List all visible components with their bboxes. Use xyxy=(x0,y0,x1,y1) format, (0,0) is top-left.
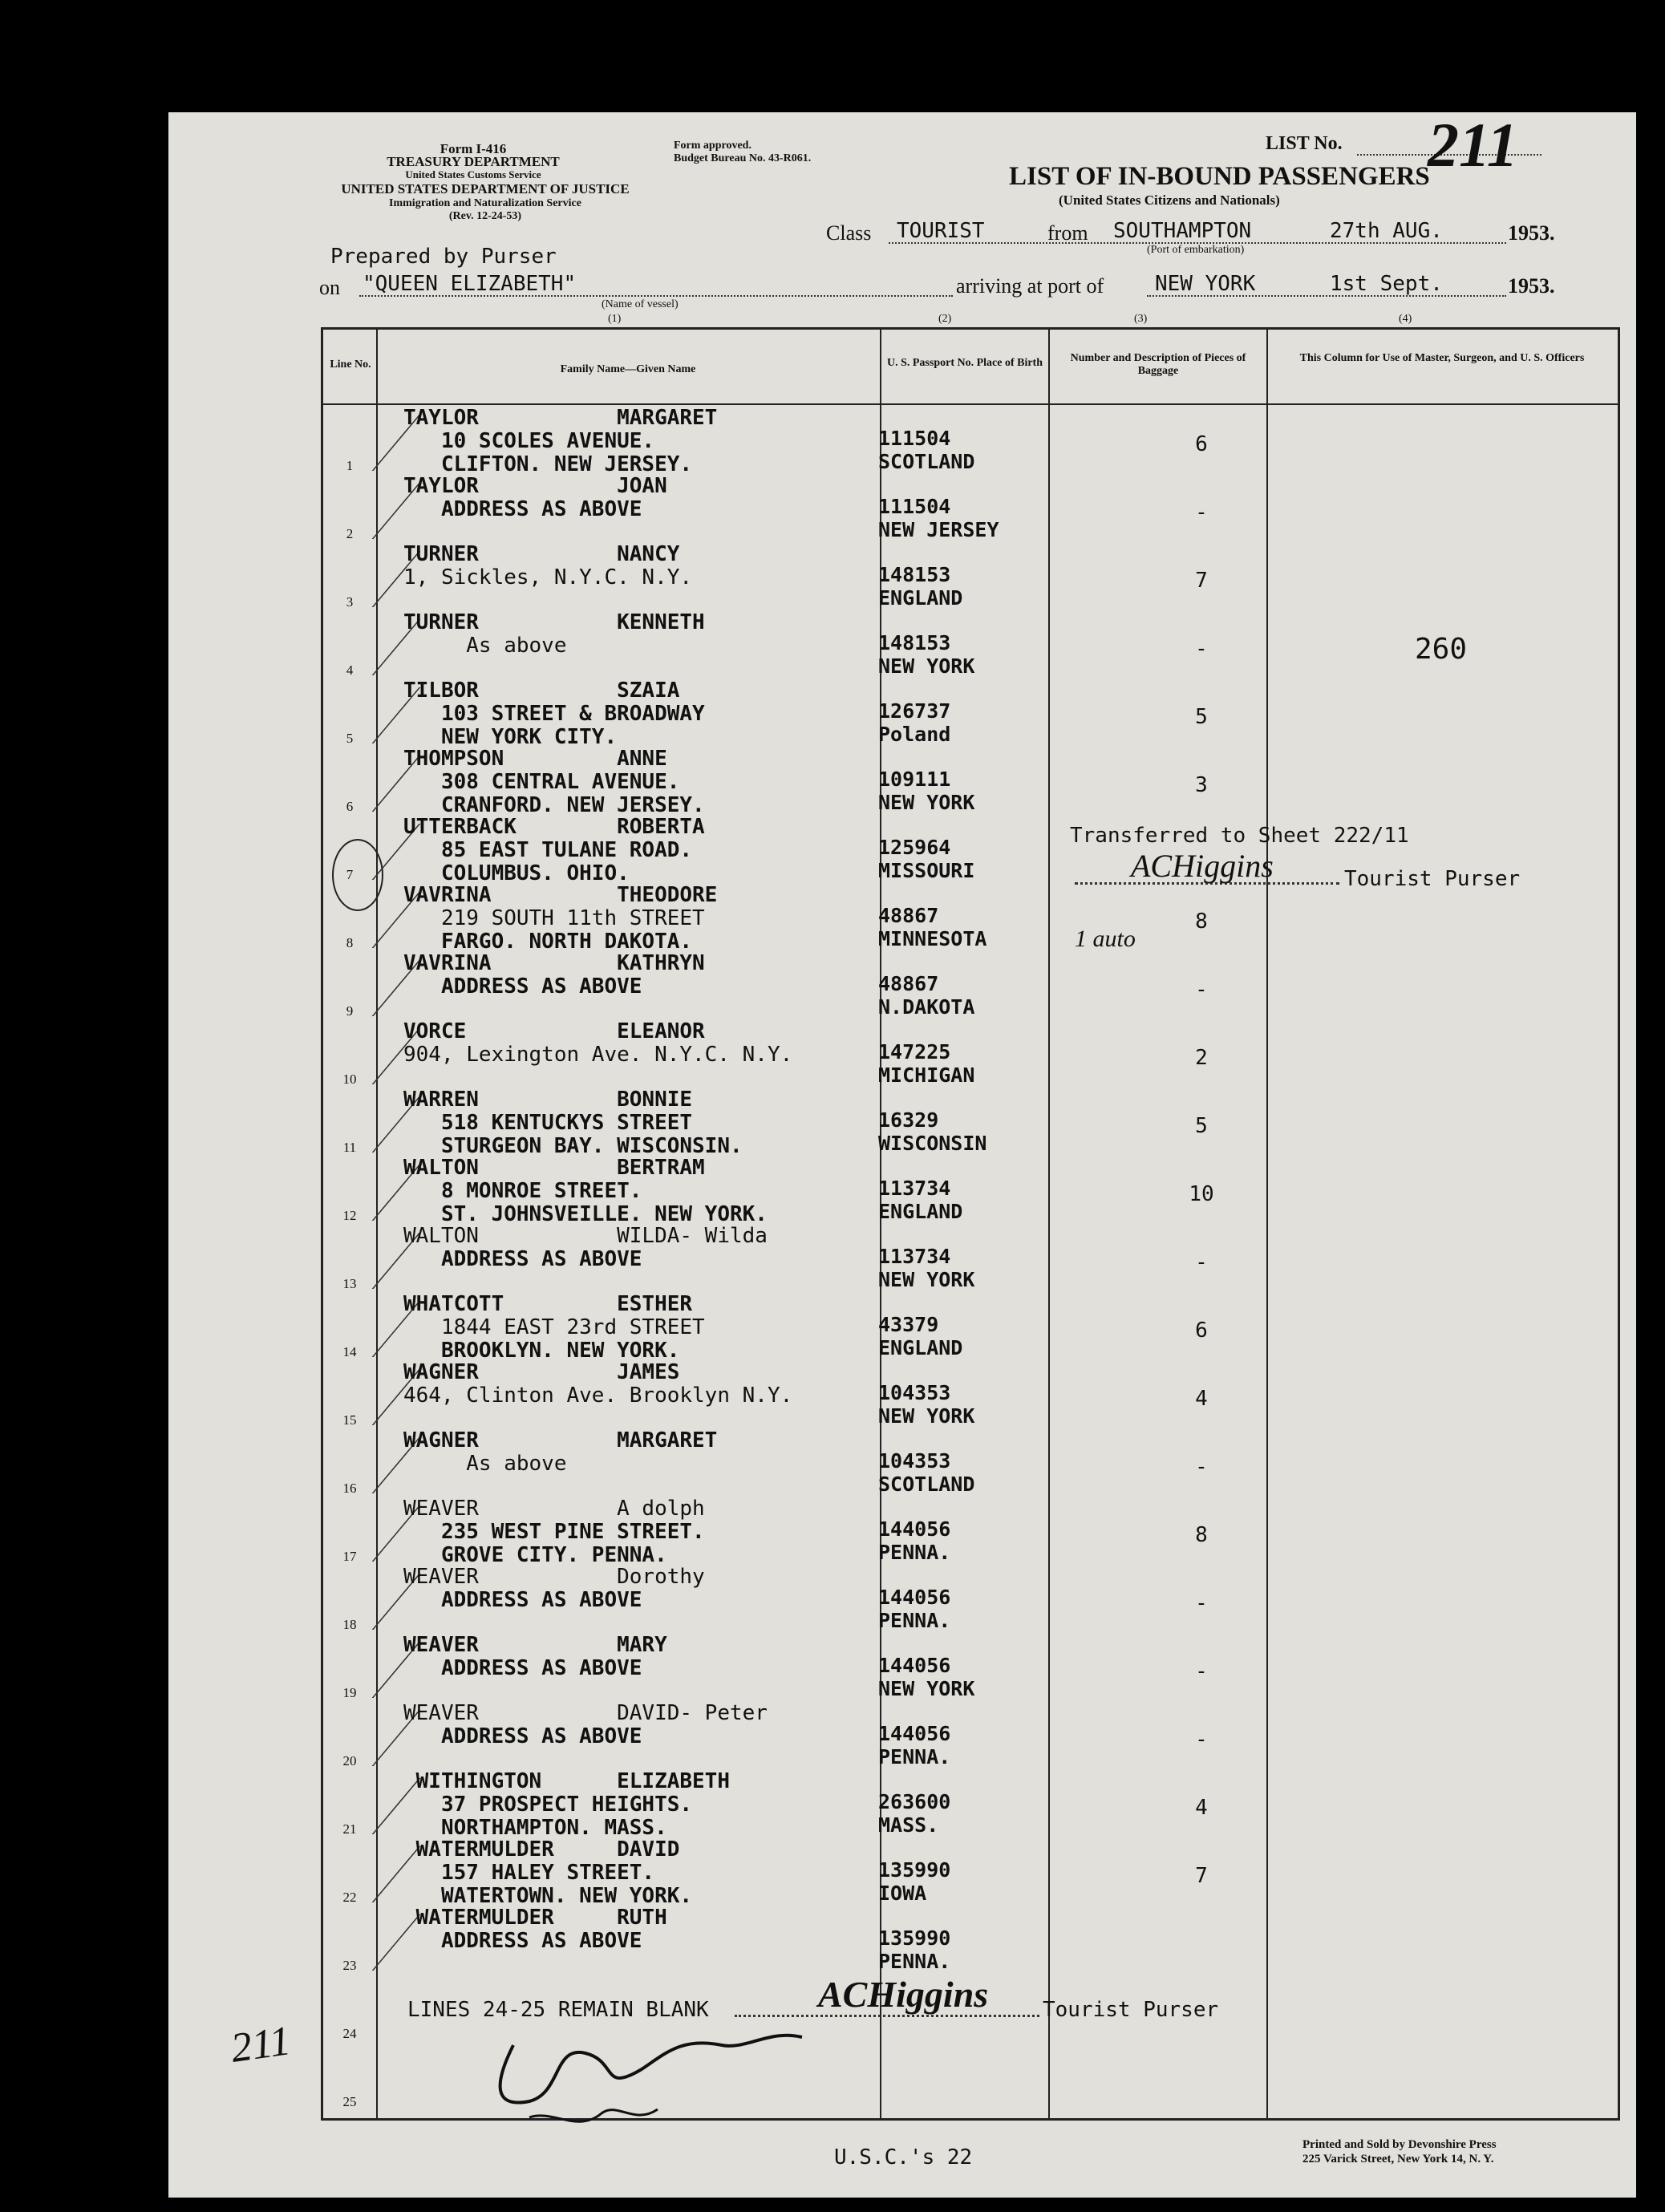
immigration-label: Immigration and Naturalization Service xyxy=(389,197,581,209)
passport-number: 144056 xyxy=(878,1722,951,1745)
place-of-birth: ENGLAND xyxy=(878,1336,963,1359)
passenger-entry xyxy=(403,1634,667,1680)
purser-signature: ACHiggins xyxy=(1131,848,1274,884)
passport-cell xyxy=(878,632,974,679)
passport-number: 147225 xyxy=(878,1040,951,1063)
passenger-entry xyxy=(403,1293,705,1363)
passenger-address: ADDRESS AS ABOVE xyxy=(403,1247,642,1271)
passenger-entry xyxy=(403,884,717,954)
passenger-address: BROOKLYN. NEW YORK. xyxy=(403,1339,680,1363)
passenger-name: WAGNER MARGARET xyxy=(403,1428,718,1452)
passport-cell xyxy=(878,1791,950,1837)
passenger-address: As above xyxy=(403,1452,567,1476)
baggage-count: 10 xyxy=(1189,1182,1214,1206)
passport-number: 125964 xyxy=(878,836,951,859)
line-number: 10 xyxy=(342,1072,357,1087)
passport-cell xyxy=(878,496,999,542)
baggage-count: 2 xyxy=(1195,1046,1208,1070)
col-num-3: (3) xyxy=(1134,313,1148,325)
passenger-entry xyxy=(403,611,705,658)
passenger-name: WEAVER MARY xyxy=(403,1633,667,1657)
manifest-title: LIST OF IN-BOUND PASSENGERS xyxy=(1009,162,1430,191)
passport-cell xyxy=(878,1518,950,1565)
passport-number: 113734 xyxy=(878,1177,951,1200)
passenger-entry xyxy=(403,1088,743,1158)
form-approved: Form approved. xyxy=(674,140,751,152)
baggage-count: 8 xyxy=(1195,1523,1208,1547)
passenger-address: ADDRESS AS ABOVE xyxy=(403,1724,642,1748)
baggage-count: 4 xyxy=(1195,1796,1208,1820)
passport-number: 111504 xyxy=(878,495,951,518)
passenger-name: VORCE ELEANOR xyxy=(403,1019,705,1043)
baggage-count: - xyxy=(1195,1591,1208,1615)
passenger-entry xyxy=(403,1702,768,1748)
passenger-entry xyxy=(403,1361,792,1408)
place-of-birth: NEW YORK xyxy=(878,1268,975,1291)
passenger-address: ST. JOHNSVEILLE. NEW YORK. xyxy=(403,1202,768,1226)
passenger-name: WARREN BONNIE xyxy=(403,1088,693,1112)
place-of-birth: NEW YORK xyxy=(878,1404,975,1428)
place-of-birth: MISSOURI xyxy=(878,859,975,882)
passenger-entry xyxy=(403,816,705,885)
passenger-address: COLUMBUS. OHIO. xyxy=(403,861,630,885)
col-num-2: (2) xyxy=(938,313,952,325)
line-number: 3 xyxy=(346,594,354,610)
baggage-count: - xyxy=(1195,500,1208,525)
line-number: 7 xyxy=(346,867,354,882)
passenger-address: ADDRESS AS ABOVE xyxy=(403,1588,642,1612)
passport-cell xyxy=(878,1109,986,1156)
printer-line-2: 225 Varick Street, New York 14, N. Y. xyxy=(1302,2153,1494,2165)
passenger-entry xyxy=(403,1157,768,1226)
passenger-address: CRANFORD. NEW JERSEY. xyxy=(403,793,705,817)
passenger-address: As above xyxy=(403,634,567,658)
embark-year: 1953. xyxy=(1508,221,1555,245)
line-number: 18 xyxy=(342,1617,357,1632)
transferred-note: Transferred to Sheet 222/11 xyxy=(1070,824,1409,848)
from-label: from xyxy=(1047,221,1088,245)
passport-cell xyxy=(878,1859,950,1906)
arrival-port: NEW YORK xyxy=(1155,272,1256,296)
passport-number: 109111 xyxy=(878,768,951,791)
passenger-address: 103 STREET & BROADWAY xyxy=(403,702,705,726)
passenger-address: 464, Clinton Ave. Brooklyn N.Y. xyxy=(403,1384,793,1408)
baggage-count: 5 xyxy=(1195,705,1208,729)
passport-cell xyxy=(878,427,974,474)
baggage-count: - xyxy=(1195,1728,1208,1752)
budget-bureau: Budget Bureau No. 43-R061. xyxy=(674,152,812,164)
passenger-name: WALTON WILDA- Wilda xyxy=(403,1224,768,1248)
printer-line-1: Printed and Sold by Devonshire Press xyxy=(1302,2138,1497,2151)
place-of-birth: NEW YORK xyxy=(878,791,975,814)
purser-signature-2: ACHiggins xyxy=(818,1974,989,2015)
col-header-line-no: Line No. xyxy=(330,359,371,371)
line-number: 5 xyxy=(346,731,354,746)
passenger-address: ADDRESS AS ABOVE xyxy=(403,1929,642,1953)
line-number: 6 xyxy=(346,799,354,814)
passenger-address: 1844 EAST 23rd STREET xyxy=(403,1315,705,1339)
passport-number: 48867 xyxy=(878,972,939,995)
passenger-address: WATERTOWN. NEW YORK. xyxy=(403,1884,693,1908)
embark-port: SOUTHAMPTON xyxy=(1113,219,1252,243)
passenger-name: WEAVER A dolph xyxy=(403,1497,705,1521)
list-no-value: 211 xyxy=(1428,110,1518,180)
passenger-entry xyxy=(403,1838,692,1908)
line-number: 24 xyxy=(342,2026,357,2041)
passport-cell xyxy=(878,564,962,610)
passport-cell xyxy=(878,1382,974,1428)
arrival-underline xyxy=(1147,295,1506,297)
passenger-name: WHATCOTT ESTHER xyxy=(403,1292,693,1316)
place-of-birth: WISCONSIN xyxy=(878,1132,987,1155)
baggage-count: 5 xyxy=(1195,1114,1208,1138)
passport-cell xyxy=(878,973,974,1019)
baggage-count: 6 xyxy=(1195,1319,1208,1343)
justice-label: UNITED STATES DEPARTMENT OF JUSTICE xyxy=(341,181,630,196)
passenger-address: 904, Lexington Ave. N.Y.C. N.Y. xyxy=(403,1043,793,1067)
place-of-birth: ENGLAND xyxy=(878,586,963,610)
place-of-birth: NEW YORK xyxy=(878,1677,975,1700)
revision-label: (Rev. 12-24-53) xyxy=(448,210,522,222)
place-of-birth: MINNESOTA xyxy=(878,927,987,950)
officer-signature xyxy=(481,2013,834,2133)
passenger-name: WEAVER Dorothy xyxy=(403,1565,705,1589)
divider xyxy=(1048,330,1050,2118)
tourist-purser-label-2: Tourist Purser xyxy=(1043,1998,1219,2022)
passport-cell xyxy=(878,768,974,815)
prepared-label: Prepared by Purser xyxy=(330,245,557,269)
place-of-birth: Poland xyxy=(878,723,951,746)
passenger-name: WAGNER JAMES xyxy=(403,1360,680,1384)
form-code: U.S.C.'s 22 xyxy=(834,2145,973,2169)
passenger-entry xyxy=(403,407,717,476)
line-number: 20 xyxy=(342,1753,357,1768)
auto-note: 1 auto xyxy=(1075,926,1136,952)
line-number: 19 xyxy=(342,1685,357,1700)
passenger-address: 1, Sickles, N.Y.C. N.Y. xyxy=(403,565,693,589)
passenger-entry xyxy=(403,543,692,589)
passenger-address: 10 SCOLES AVENUE. xyxy=(403,429,655,453)
place-of-birth: PENNA. xyxy=(878,1609,951,1632)
value-260: 260 xyxy=(1415,633,1468,666)
passport-cell xyxy=(878,700,950,747)
col-header-officers: This Column for Use of Master, Surgeon, and U. S. Officers xyxy=(1299,352,1585,364)
arrival-date: 1st Sept. xyxy=(1330,272,1443,296)
passenger-address: STURGEON BAY. WISCONSIN. xyxy=(403,1134,743,1158)
passport-cell xyxy=(878,1586,950,1633)
passport-number: 104353 xyxy=(878,1381,951,1404)
passenger-entry xyxy=(403,1497,705,1567)
line-number: 4 xyxy=(346,662,354,678)
passport-cell xyxy=(878,1314,962,1360)
line-number: 23 xyxy=(342,1958,357,1973)
passport-cell xyxy=(878,1723,950,1769)
line-number: 2 xyxy=(346,526,354,541)
line-number: 25 xyxy=(342,2094,357,2109)
passenger-entry xyxy=(403,747,705,817)
passenger-entry xyxy=(403,679,705,749)
form-id: Form I-416 xyxy=(440,141,507,156)
place-of-birth: NEW YORK xyxy=(878,654,975,678)
line-number: 15 xyxy=(342,1412,357,1428)
passenger-entry xyxy=(403,1566,705,1612)
passenger-name: VAVRINA THEODORE xyxy=(403,883,718,907)
passenger-table xyxy=(321,327,1620,2121)
passenger-name: TURNER KENNETH xyxy=(403,610,705,634)
place-of-birth: N.DAKOTA xyxy=(878,995,975,1019)
passport-number: 126737 xyxy=(878,699,951,723)
passenger-name: WALTON BERTRAM xyxy=(403,1156,705,1180)
baggage-count: 8 xyxy=(1195,910,1208,934)
place-of-birth: ENGLAND xyxy=(878,1200,963,1223)
tourist-purser-label: Tourist Purser xyxy=(1344,867,1521,891)
passenger-name: WATERMULDER RUTH xyxy=(403,1906,667,1930)
passenger-entry xyxy=(403,1429,717,1476)
line-number: 21 xyxy=(342,1821,357,1837)
place-of-birth: MASS. xyxy=(878,1813,939,1837)
baggage-count: 4 xyxy=(1195,1387,1208,1411)
passport-number: 111504 xyxy=(878,427,951,450)
passenger-address: CLIFTON. NEW JERSEY. xyxy=(403,452,693,476)
passport-cell xyxy=(878,837,974,883)
baggage-count: - xyxy=(1195,1455,1208,1479)
baggage-count: - xyxy=(1195,978,1208,1002)
passport-cell xyxy=(878,1246,974,1292)
line-number: 11 xyxy=(342,1140,357,1155)
vessel-name: "QUEEN ELIZABETH" xyxy=(363,272,577,296)
vessel-underline xyxy=(359,295,953,297)
passenger-name: TILBOR SZAIA xyxy=(403,679,680,703)
place-of-birth: PENNA. xyxy=(878,1950,951,1973)
passport-cell xyxy=(878,1450,974,1497)
place-of-birth: SCOTLAND xyxy=(878,1473,975,1496)
line-number: 17 xyxy=(342,1549,357,1564)
passport-number: 48867 xyxy=(878,904,939,927)
passenger-address: NEW YORK CITY. xyxy=(403,725,618,749)
passenger-name: WEAVER DAVID- Peter xyxy=(403,1701,768,1725)
col-header-name: Family Name—Given Name xyxy=(560,363,696,375)
passenger-address: 85 EAST TULANE ROAD. xyxy=(403,838,693,862)
passport-number: 104353 xyxy=(878,1449,951,1473)
list-no-label: LIST No. xyxy=(1266,133,1343,154)
place-of-birth: IOWA xyxy=(878,1882,927,1905)
passenger-address: 37 PROSPECT HEIGHTS. xyxy=(403,1793,693,1817)
embark-date: 27th AUG. xyxy=(1330,219,1443,243)
passenger-name: TAYLOR JOAN xyxy=(403,474,667,498)
passenger-address: ADDRESS AS ABOVE xyxy=(403,497,642,521)
passport-number: 113734 xyxy=(878,1245,951,1268)
passenger-name: VAVRINA KATHRYN xyxy=(403,951,705,975)
place-of-birth: SCOTLAND xyxy=(878,450,975,473)
place-of-birth: MICHIGAN xyxy=(878,1063,975,1087)
passenger-entry xyxy=(403,1225,768,1271)
place-of-birth: PENNA. xyxy=(878,1541,951,1564)
line-number: 22 xyxy=(342,1890,357,1905)
line-number: 16 xyxy=(342,1481,357,1496)
passport-number: 144056 xyxy=(878,1586,951,1609)
passenger-address: NORTHAMPTON. MASS. xyxy=(403,1816,667,1840)
passenger-address: 235 WEST PINE STREET. xyxy=(403,1520,705,1544)
passport-cell xyxy=(878,1927,950,1974)
manifest-subtitle: (United States Citizens and Nationals) xyxy=(1059,192,1280,208)
col-num-1: (1) xyxy=(608,313,622,325)
passport-number: 148153 xyxy=(878,631,951,654)
col-num-4: (4) xyxy=(1399,313,1412,325)
on-label: on xyxy=(319,276,340,299)
passenger-name: UTTERBACK ROBERTA xyxy=(403,815,705,839)
passport-number: 148153 xyxy=(878,563,951,586)
passenger-address: 157 HALEY STREET. xyxy=(403,1861,655,1885)
baggage-count: 7 xyxy=(1195,1864,1208,1888)
passenger-name: WITHINGTON ELIZABETH xyxy=(403,1769,730,1793)
header-divider xyxy=(323,403,1618,405)
passenger-address: ADDRESS AS ABOVE xyxy=(403,1656,642,1680)
line7-circle xyxy=(332,839,383,911)
passport-number: 135990 xyxy=(878,1926,951,1950)
baggage-count: - xyxy=(1195,637,1208,661)
passenger-address: FARGO. NORTH DAKOTA. xyxy=(403,930,693,954)
passport-cell xyxy=(878,1177,962,1224)
passenger-address: 8 MONROE STREET. xyxy=(403,1179,642,1203)
line-number: 9 xyxy=(346,1003,354,1019)
baggage-count: 7 xyxy=(1195,569,1208,593)
passenger-name: THOMPSON ANNE xyxy=(403,747,667,771)
line-number: 13 xyxy=(342,1276,357,1291)
line-number: 12 xyxy=(342,1208,357,1223)
passenger-entry xyxy=(403,475,667,521)
class-value: TOURIST xyxy=(897,219,985,243)
baggage-count: 3 xyxy=(1195,773,1208,797)
passenger-name: TURNER NANCY xyxy=(403,542,680,566)
passport-number: 144056 xyxy=(878,1517,951,1541)
arriving-label: arriving at port of xyxy=(956,274,1104,298)
passport-number: 16329 xyxy=(878,1108,939,1132)
baggage-count: - xyxy=(1195,1659,1208,1683)
col-header-passport: U. S. Passport No. Place of Birth xyxy=(886,357,1043,369)
vessel-caption: (Name of vessel) xyxy=(602,298,679,310)
line-number: 14 xyxy=(342,1344,357,1359)
margin-number: 211 xyxy=(228,2018,294,2072)
passport-cell xyxy=(878,1655,974,1701)
line-number: 8 xyxy=(346,935,354,950)
passenger-name: WATERMULDER DAVID xyxy=(403,1837,680,1862)
passenger-address: 518 KENTUCKYS STREET xyxy=(403,1111,693,1135)
treasury-label: TREASURY DEPARTMENT xyxy=(387,154,560,169)
passenger-address: GROVE CITY. PENNA. xyxy=(403,1543,667,1567)
passenger-entry xyxy=(403,1770,730,1840)
customs-label: United States Customs Service xyxy=(405,168,541,180)
passenger-entry xyxy=(403,952,705,999)
arrival-year: 1953. xyxy=(1508,274,1555,298)
place-of-birth: PENNA. xyxy=(878,1745,951,1768)
place-of-birth: NEW JERSEY xyxy=(878,518,999,541)
passenger-entry xyxy=(403,1906,667,1953)
passport-number: 263600 xyxy=(878,1790,951,1813)
class-label: Class xyxy=(826,221,872,245)
passport-number: 144056 xyxy=(878,1654,951,1677)
passenger-address: 219 SOUTH 11th STREET xyxy=(403,906,705,930)
baggage-count: 6 xyxy=(1195,432,1208,456)
passenger-name: TAYLOR MARGARET xyxy=(403,406,718,430)
passport-number: 43379 xyxy=(878,1313,939,1336)
passport-cell xyxy=(878,1041,974,1088)
passenger-entry xyxy=(403,1020,792,1067)
line-number: 1 xyxy=(346,458,354,473)
baggage-count: - xyxy=(1195,1250,1208,1274)
port-caption: (Port of embarkation) xyxy=(1147,244,1245,256)
passport-cell xyxy=(878,905,986,951)
col-header-baggage: Number and Description of Pieces of Baggage xyxy=(1070,352,1246,377)
passenger-address: ADDRESS AS ABOVE xyxy=(403,974,642,999)
divider xyxy=(1266,330,1268,2118)
remain-blank-note: LINES 24-25 REMAIN BLANK xyxy=(407,1998,709,2022)
passenger-address: 308 CENTRAL AVENUE. xyxy=(403,770,680,794)
passport-number: 135990 xyxy=(878,1858,951,1882)
